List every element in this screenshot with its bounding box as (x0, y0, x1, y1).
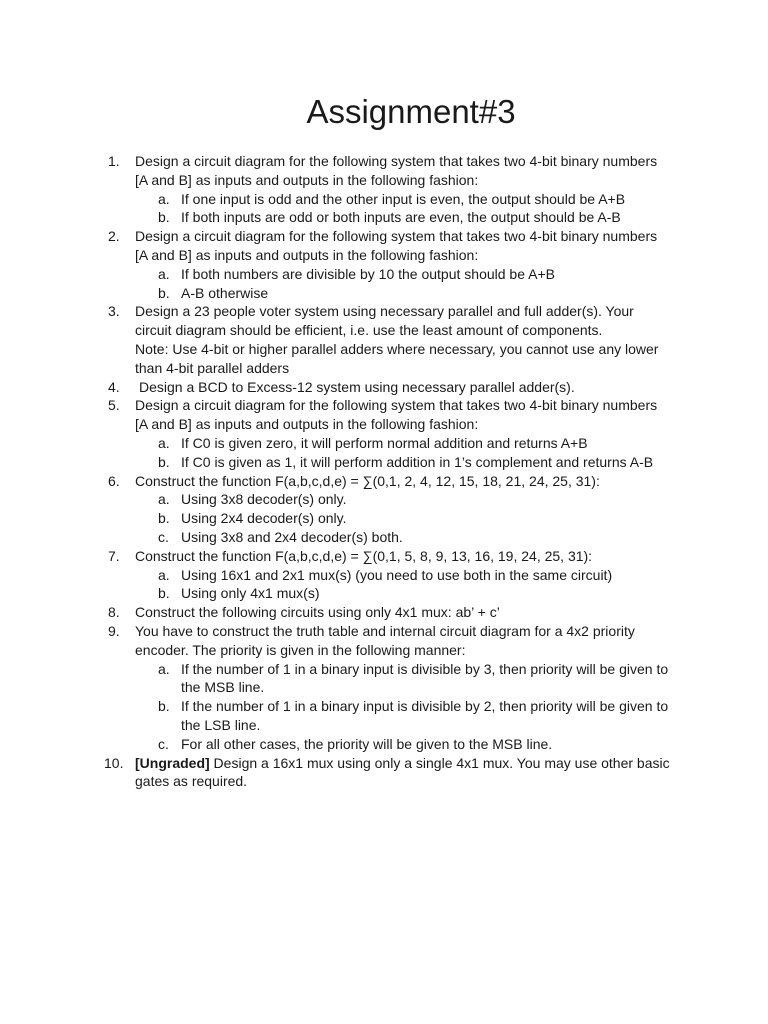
question-number: 4. (108, 378, 120, 395)
question-text: Design a circuit diagram for the following system that takes two 4-bit binary numbers [A and B] as inputs and outputs in the following fashion: (135, 153, 658, 188)
question-4 (0, 378, 670, 397)
sub-item (0, 584, 670, 603)
question-number: 6. (108, 472, 120, 489)
question-list (0, 152, 768, 791)
question-text: Construct the following circuits using only 4x1 mux: ab’ + c’ (135, 604, 500, 621)
question-2 (0, 227, 670, 265)
sub-item-label: a. (158, 491, 170, 508)
sub-item-label: b. (158, 698, 170, 715)
question-number: 8. (108, 604, 120, 621)
sub-item (0, 509, 670, 528)
question-6 (0, 472, 670, 491)
sub-item (0, 566, 670, 585)
sub-item-text: If C0 is given as 1, it will perform addition in 1’s complement and returns A-B (181, 453, 654, 470)
sub-item-label: b. (158, 453, 170, 470)
question-text: Construct the function F(a,b,c,d,e) = ∑(0,1, 5, 8, 9, 13, 16, 19, 24, 25, 31): (135, 547, 593, 564)
sub-item-text: If the number of 1 in a binary input is divisible by 2, then priority will be given to the LSB line. (181, 698, 669, 733)
sub-item-text: For all other cases, the priority will be given to the MSB line. (181, 735, 553, 752)
sub-item-text: Using 3x8 decoder(s) only. (181, 491, 347, 508)
question-text: Design a circuit diagram for the following system that takes two 4-bit binary numbers [A and B] as inputs and outputs in the following fashion: (135, 228, 658, 263)
sub-item-text: A-B otherwise (181, 284, 269, 301)
sub-item-text: If both numbers are divisible by 10 the output should be A+B (181, 265, 555, 282)
question-3 (0, 302, 670, 340)
sub-item-label: b. (158, 510, 170, 527)
sub-item (0, 208, 670, 227)
question-number: 3. (108, 303, 120, 320)
question-text: Design a circuit diagram for the following system that takes two 4-bit binary numbers [A and B] as inputs and outputs in the following fashion: (135, 397, 658, 433)
sub-item-label: b. (158, 209, 170, 226)
sub-item-text: If the number of 1 in a binary input is divisible by 3, then priority will be given to the MSB line. (181, 660, 669, 696)
question-9 (0, 622, 670, 660)
sub-item-label: c. (158, 735, 169, 752)
question-number: 7. (108, 547, 120, 564)
sub-item-text: Using only 4x1 mux(s) (181, 585, 320, 602)
question-5 (0, 396, 670, 434)
sub-item-label: a. (158, 190, 170, 207)
ungraded-tag: [Ungraded] (135, 754, 210, 771)
sub-item-label: b. (158, 284, 170, 301)
question-number: 2. (108, 228, 120, 245)
sub-item (0, 735, 670, 754)
question-text: Design a 23 people voter system using necessary parallel and full adder(s). Your circuit diagram should be efficient, i.e. use the least amount of components. (135, 303, 634, 339)
question-number: 1. (108, 153, 120, 169)
sub-item (0, 190, 670, 209)
sub-item-label: b. (158, 585, 170, 602)
question-10 (0, 754, 670, 792)
page-title: Assignment#3 (306, 93, 516, 130)
sub-item-text: Using 2x4 decoder(s) only. (181, 510, 347, 527)
sub-item (0, 490, 670, 509)
sub-item (0, 528, 670, 547)
question-7 (0, 547, 670, 566)
sub-item (0, 453, 670, 472)
sub-item (0, 284, 670, 303)
question-number: 5. (108, 397, 120, 414)
sub-item-label: c. (158, 528, 169, 545)
sub-item (0, 265, 670, 284)
question-text: You have to construct the truth table and internal circuit diagram for a 4x2 priority encoder. The priority is given in the following manner: (135, 622, 635, 658)
sub-item-text: If both inputs are odd or both inputs are even, the output should be A-B (181, 209, 621, 226)
question-8 (0, 603, 670, 622)
sub-item-label: a. (158, 660, 170, 677)
sub-item (0, 697, 670, 735)
question-text: Construct the function F(a,b,c,d,e) = ∑(0,1, 2, 4, 12, 15, 18, 21, 24, 25, 31): (135, 472, 600, 489)
question-1 (0, 152, 670, 190)
sub-item-text: If C0 is given zero, it will perform normal addition and returns A+B (181, 434, 588, 451)
sub-item-label: a. (158, 566, 170, 583)
sub-item (0, 434, 670, 453)
question-note: Note: Use 4-bit or higher parallel adders where necessary, you cannot use any lower than 4-bit parallel adders (135, 340, 659, 376)
sub-item-label: a. (158, 434, 170, 451)
sub-item-text: Using 3x8 and 2x4 decoder(s) both. (181, 528, 403, 545)
question-text: Design a BCD to Excess-12 system using necessary parallel adder(s). (139, 378, 575, 395)
question-text: Design a 16x1 mux using only a single 4x1 mux. You may use other basic gates as required. (135, 754, 670, 790)
sub-item (0, 660, 670, 698)
question-number: 10. (104, 754, 124, 771)
sub-item-text: Using 16x1 and 2x1 mux(s) (you need to use both in the same circuit) (181, 566, 613, 583)
question-number: 9. (108, 622, 120, 639)
sub-item-text: If one input is odd and the other input is even, the output should be A+B (181, 190, 626, 207)
sub-item-label: a. (158, 265, 170, 282)
